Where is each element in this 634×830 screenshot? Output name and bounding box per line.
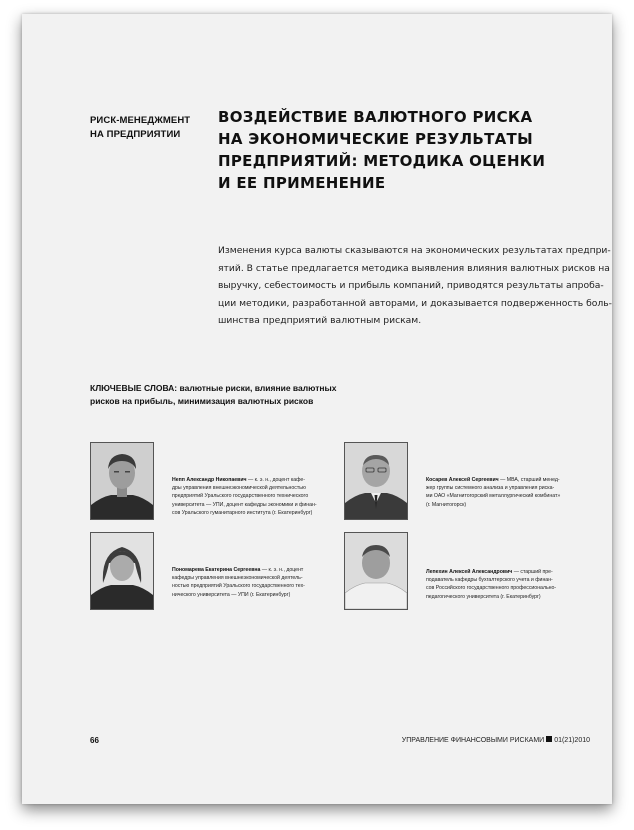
portrait-icon	[345, 443, 407, 519]
keywords-line: рисков на прибыль, минимизация валютных рисков	[90, 395, 314, 406]
bio-line: педагогического университета (г. Екатеринбург)	[426, 593, 541, 600]
bio-line: — к. э. н., доцент	[260, 567, 304, 573]
journal-page	[22, 14, 612, 804]
page-number: 66	[90, 736, 99, 745]
square-icon	[546, 736, 552, 742]
author-photo-ponomareva	[90, 532, 154, 610]
bio-line: подаватель кафедры бухгалтерского учета и финан-	[426, 577, 553, 584]
bio-line: — старший пре-	[512, 569, 553, 575]
title-line: НА ЭКОНОМИЧЕСКИЕ РЕЗУЛЬТАТЫ	[218, 130, 533, 148]
bio-line: университета — УПИ, доцент кафедры экономики и финан-	[172, 501, 317, 508]
bio-line: сов Российского государственного профессионально-	[426, 585, 557, 592]
abstract-line: шинства предприятий валютным рискам.	[218, 315, 422, 326]
abstract-line: ятий. В статье предлагается методика выявления влияния валютных рисков на	[218, 262, 610, 274]
author-bio-ponomareva	[172, 566, 342, 599]
bio-line: предприятий Уральского государственного технического	[172, 493, 309, 500]
journal-footer	[400, 736, 590, 744]
author-name: Лепехин Алексей Александрович	[426, 569, 513, 575]
keywords	[90, 382, 390, 407]
author-name: Пономарева Екатерина Сергеевна	[172, 567, 261, 573]
bio-line: ми ОАО «Магнитогорский металлургический комбинат»	[426, 493, 561, 500]
portrait-icon	[345, 533, 407, 609]
abstract-line: ции методики, разработанной авторами, и доказывается подверженность боль-	[218, 297, 612, 309]
journal-issue: 01(21)2010	[554, 737, 590, 744]
portrait-icon	[91, 533, 153, 609]
abstract-line: выручку, себестоимость и прибыль компаний, приводятся результаты апроба-	[218, 280, 604, 291]
author-bio-lepekhin	[426, 568, 596, 601]
bio-line: — к. э. н., доцент кафе-	[246, 477, 306, 483]
bio-line: жер группы системного анализа и управления риска-	[426, 485, 555, 492]
title-line: ПРЕДПРИЯТИЙ: МЕТОДИКА ОЦЕНКИ	[218, 152, 546, 170]
bio-line: сов Уральского гуманитарного института (г. Екатеринбург)	[172, 509, 313, 516]
bio-line: кафедры управления внешнеэкономической деятель-	[172, 575, 303, 582]
bio-line: нического университета — УПИ (г. Екатеринбург)	[172, 591, 291, 598]
author-bio-nepp	[172, 476, 342, 517]
bio-line: — МВА, старший менед-	[498, 477, 560, 483]
bio-line: (г. Магнитогорск)	[426, 501, 467, 508]
title-line: И ЕЕ ПРИМЕНЕНИЕ	[218, 174, 386, 192]
author-name: Непп Александр Никопаевич	[172, 477, 247, 483]
keywords-line: КЛЮЧЕВЫЕ СЛОВА: валютные риски, влияние валютных	[90, 383, 337, 393]
abstract-line: Изменения курса валюты сказываются на экономических результатах предпри-	[218, 245, 611, 256]
journal-name: УПРАВЛЕНИЕ ФИНАНСОВЫМИ РИСКАМИ	[401, 737, 545, 744]
author-bio-kosarev	[426, 476, 596, 509]
article-title	[218, 106, 558, 194]
section-label-line: РИСК-МЕНЕДЖМЕНТ	[90, 115, 191, 126]
bio-line: дры управления внешнеэкономической деятельностью	[172, 485, 306, 492]
section-label	[90, 114, 210, 142]
author-photo-kosarev	[344, 442, 408, 520]
title-line: ВОЗДЕЙСТВИЕ ВАЛЮТНОГО РИСКА	[218, 108, 533, 126]
author-name: Косарев Алексей Сергеевич	[426, 477, 499, 483]
portrait-icon	[91, 443, 153, 519]
article-abstract	[218, 242, 612, 330]
bio-line: ностью предприятий Уральского государственного тех-	[172, 583, 305, 590]
section-label-line: НА ПРЕДПРИЯТИИ	[90, 129, 181, 140]
author-photo-lepekhin	[344, 532, 408, 610]
author-photo-nepp	[90, 442, 154, 520]
